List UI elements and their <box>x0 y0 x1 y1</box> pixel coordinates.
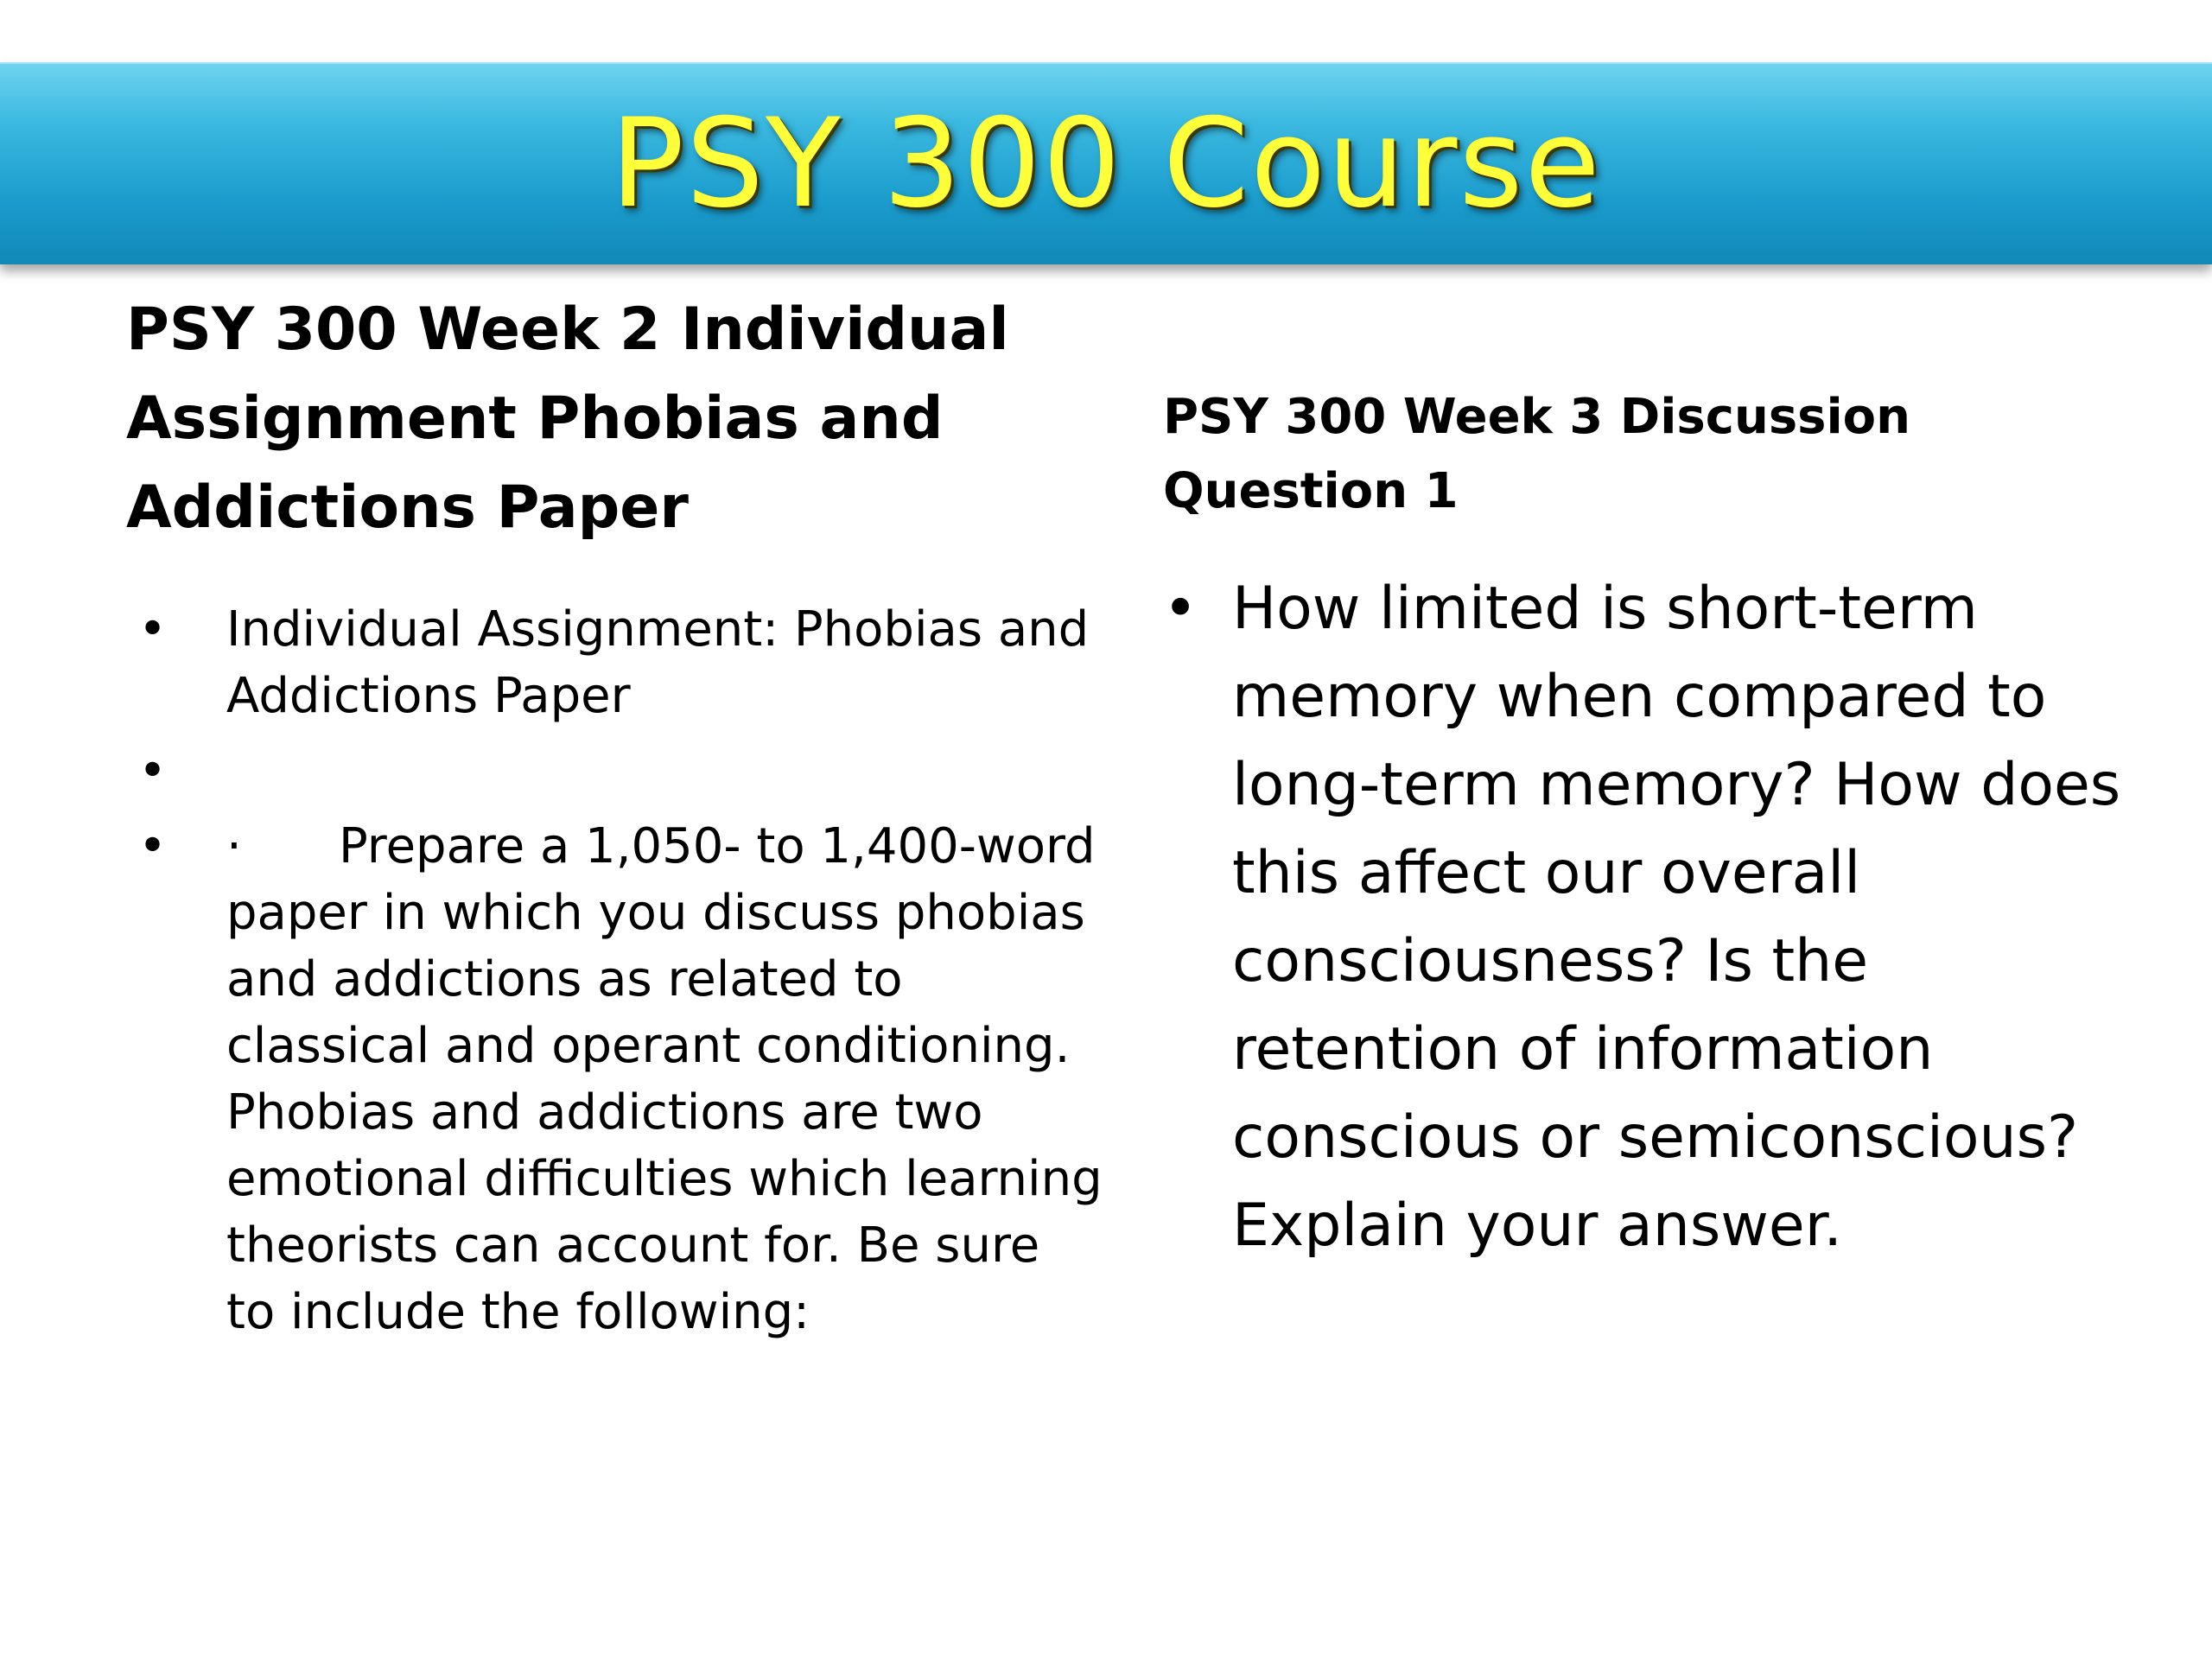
right-bullet-list <box>1163 565 2139 1270</box>
list-item <box>126 596 1103 729</box>
left-heading: PSY 300 Week 2 Individual Assignment Phobias and Addictions Paper <box>126 296 1009 542</box>
bullet-icon: • <box>1163 575 1198 643</box>
title-bar <box>0 62 2212 264</box>
list-item <box>126 813 1103 1345</box>
bullet-icon: • <box>138 743 168 799</box>
left-bullet-list <box>126 596 1103 1354</box>
right-heading: PSY 300 Week 3 Discussion Question 1 <box>1163 389 1911 519</box>
bullet-text: Prepare a 1,050- to 1,400-word paper in which you discuss phobias and addictions as related to classical and operant conditioning. Phobias and addictions are two emotional difficulties which learning theorists can account for. Be sure to include the following: <box>226 818 1103 1340</box>
bullet-icon: • <box>138 818 168 874</box>
sub-marker: · <box>226 818 242 874</box>
list-item <box>126 738 1103 804</box>
bullet-text: How limited is short-term memory when compared to long-term memory? How does this affect our overall consciousness? Is the retention of information conscious or semiconscious? Explain your answer. <box>1232 575 2121 1260</box>
bullet-icon: • <box>138 601 168 658</box>
list-item <box>1163 565 2139 1270</box>
slide-title: PSY 300 Course <box>610 92 1602 235</box>
right-column <box>1163 380 2139 1260</box>
left-column <box>126 285 1103 1340</box>
bullet-text: Individual Assignment: Phobias and Addictions Paper <box>226 601 1090 724</box>
